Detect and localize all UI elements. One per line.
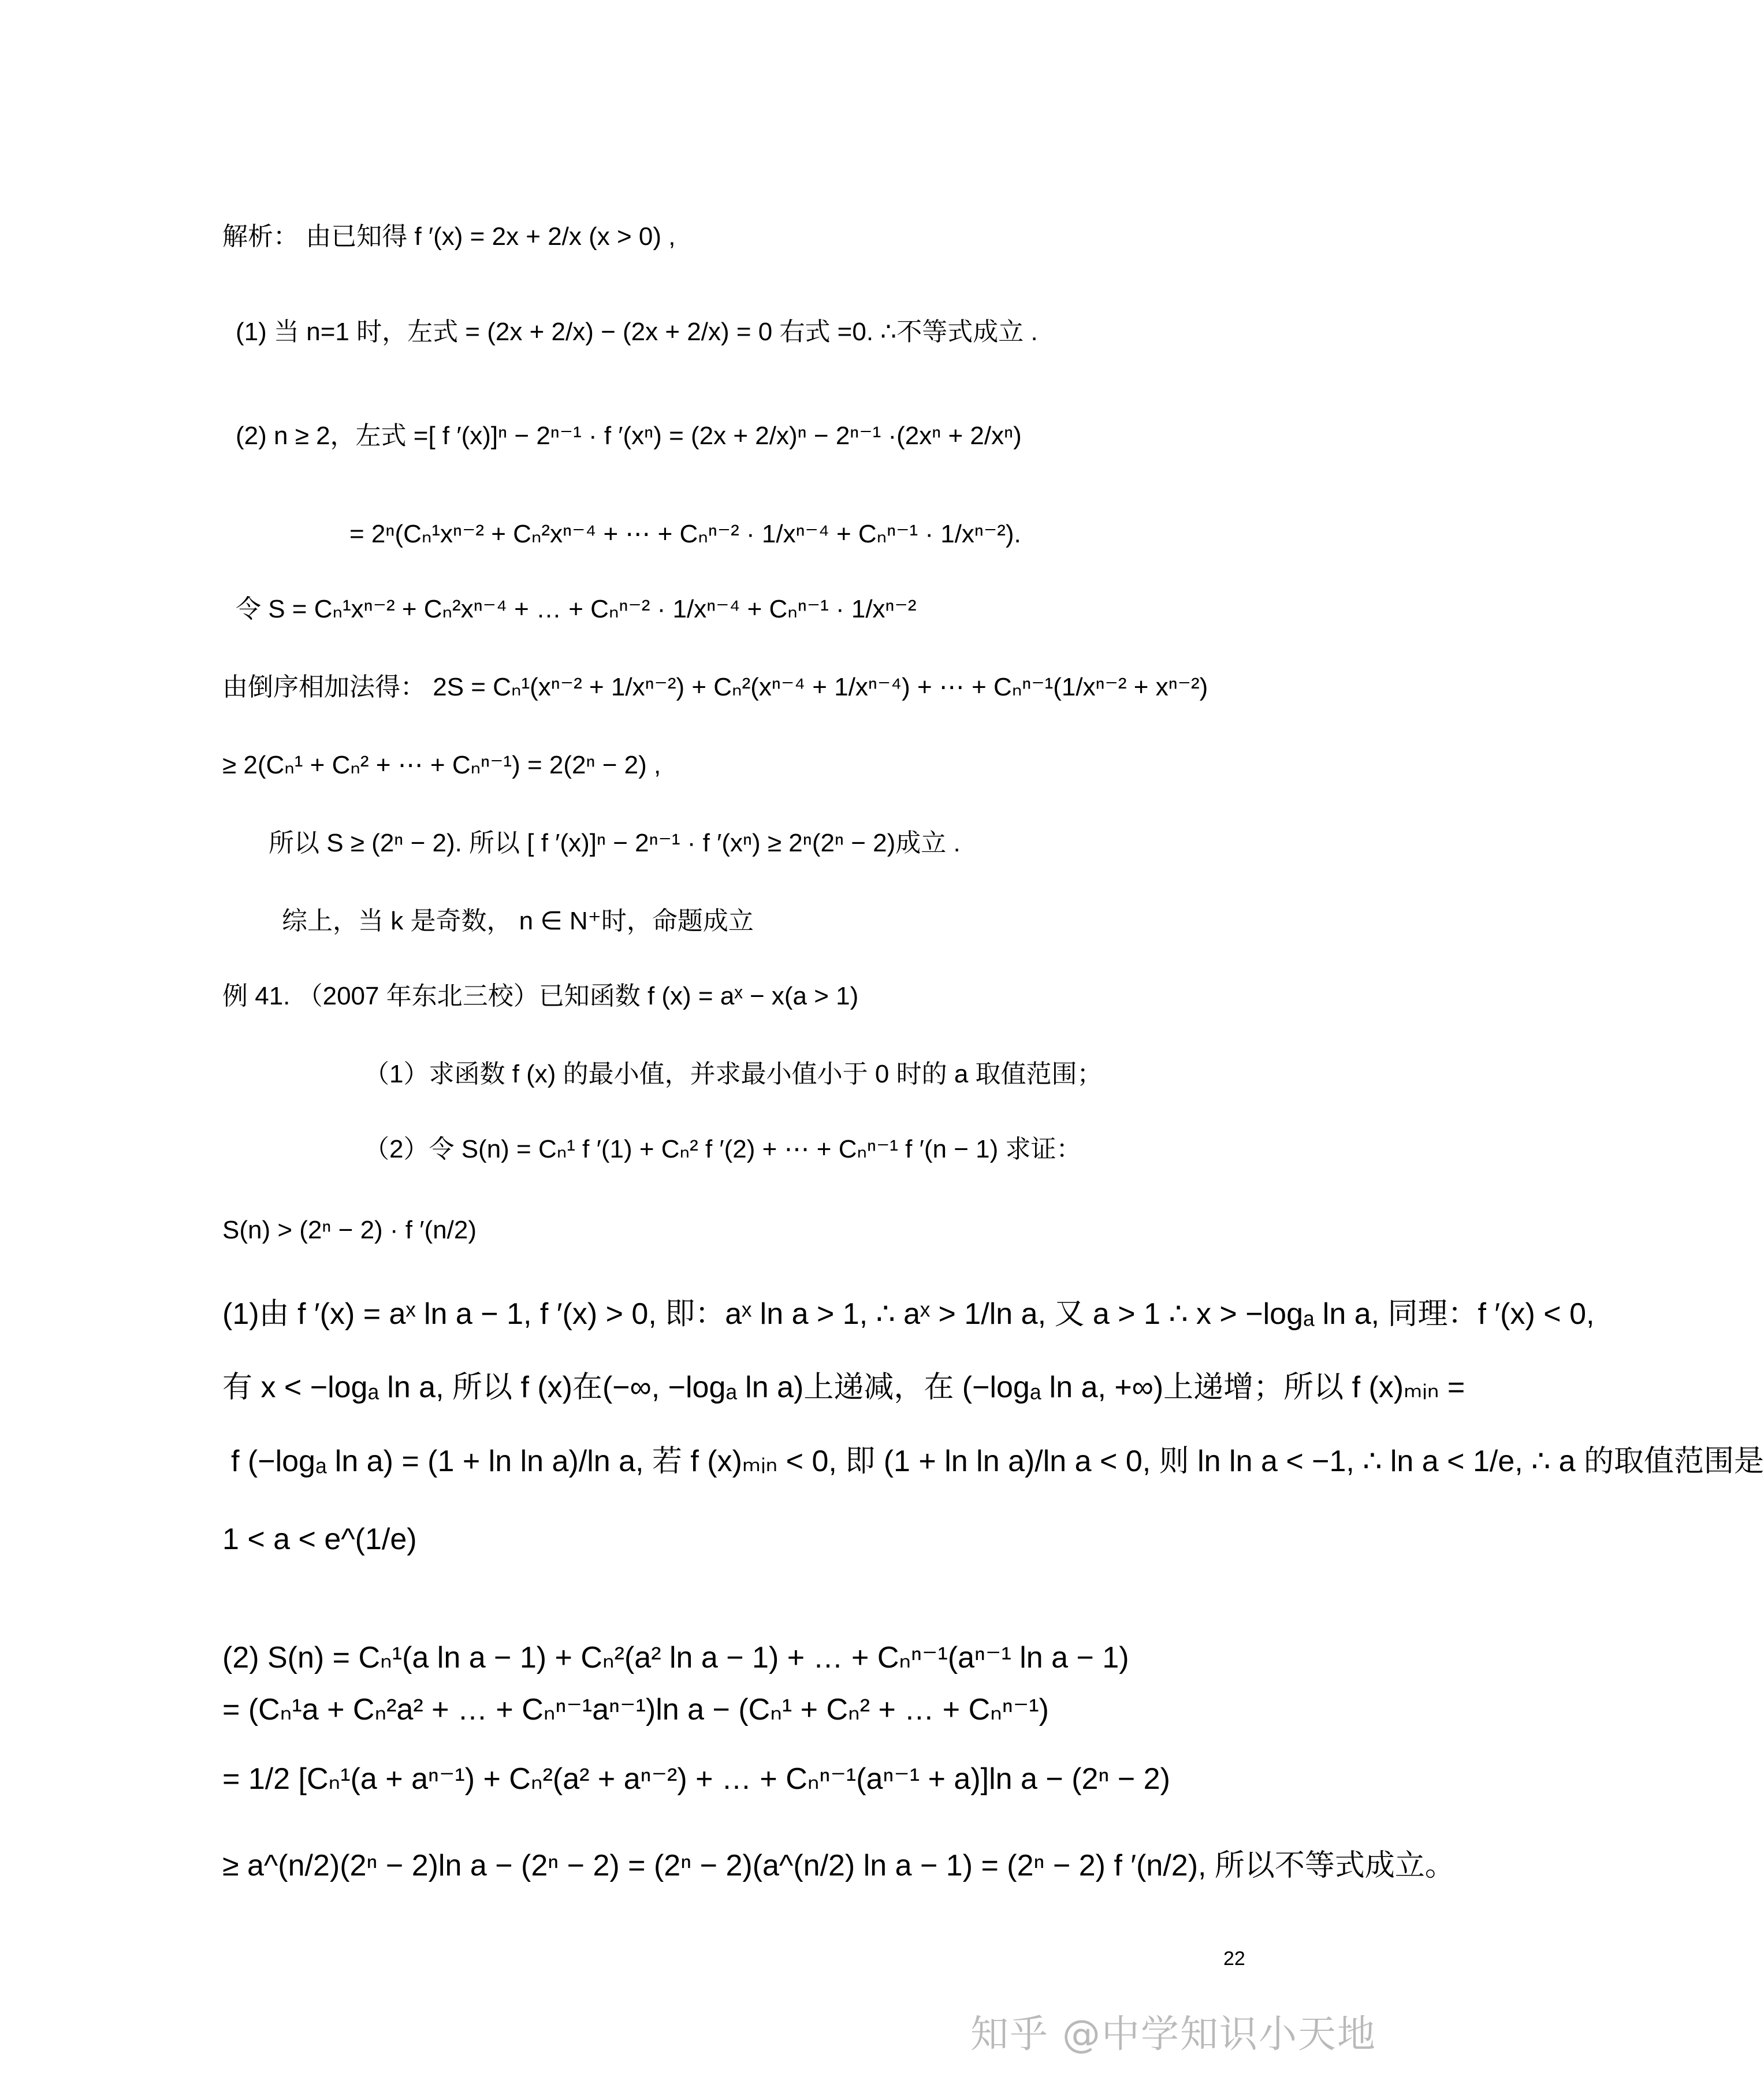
text-line: 1 < a < e^(1/e): [222, 1523, 417, 1556]
text-line: 由倒序相加法得： 2S = Cₙ¹(xⁿ⁻² + 1/xⁿ⁻²) + Cₙ²(xⁿ⁻⁴ + 1/xⁿ⁻⁴) + ⋯ + Cₙⁿ⁻¹(1/xⁿ⁻² + xⁿ⁻²): [222, 673, 1208, 701]
text-line: 令 S = Cₙ¹xⁿ⁻² + Cₙ²xⁿ⁻⁴ + … + Cₙⁿ⁻² · 1/xⁿ⁻⁴ + Cₙⁿ⁻¹ · 1/xⁿ⁻²: [236, 595, 917, 623]
text-line: S(n) > (2ⁿ − 2) · f ′(n/2): [222, 1216, 477, 1244]
text-line: ≥ a^(n/2)(2ⁿ − 2)ln a − (2ⁿ − 2) = (2ⁿ − 2)(a^(n/2) ln a − 1) = (2ⁿ − 2) f ′(n/2), 所以不等式成立。: [222, 1849, 1455, 1882]
text-line: 所以 S ≥ (2ⁿ − 2). 所以 [ f ′(x)]ⁿ − 2ⁿ⁻¹ · f ′(xⁿ) ≥ 2ⁿ(2ⁿ − 2)成立 .: [269, 829, 961, 857]
page-number: 22: [1223, 1948, 1245, 1970]
text-line: 有 x < −logₐ ln a, 所以 f (x)在(−∞, −logₐ ln a)上递减，在 (−logₐ ln a, +∞)上递增；所以 f (x)ₘᵢₙ =: [222, 1371, 1465, 1404]
watermark: 知乎 @中学知识小天地: [970, 2012, 1376, 2056]
text-line: = (Cₙ¹a + Cₙ²a² + … + Cₙⁿ⁻¹aⁿ⁻¹)ln a − (Cₙ¹ + Cₙ² + … + Cₙⁿ⁻¹): [222, 1693, 1049, 1726]
text-line: (2) n ≥ 2，左式 =[ f ′(x)]ⁿ − 2ⁿ⁻¹ · f ′(xⁿ) = (2x + 2/x)ⁿ − 2ⁿ⁻¹ ·(2xⁿ + 2/xⁿ): [236, 422, 1022, 450]
text-line: f (−logₐ ln a) = (1 + ln ln a)/ln a, 若 f (x)ₘᵢₙ < 0, 即 (1 + ln ln a)/ln a < 0, 则 ln ln a < −1, ∴ ln a < 1/e, ∴ a 的取值范围是: [231, 1445, 1764, 1478]
text-line: 例 41. （2007 年东北三校）已知函数 f (x) = aˣ − x(a > 1): [222, 982, 859, 1010]
text-line: （1）求函数 f (x) 的最小值，并求最小值小于 0 时的 a 取值范围；: [364, 1060, 1103, 1088]
text-line: ≥ 2(Cₙ¹ + Cₙ² + ⋯ + Cₙⁿ⁻¹) = 2(2ⁿ − 2) ,: [222, 751, 661, 779]
text-line: (2) S(n) = Cₙ¹(a ln a − 1) + Cₙ²(a² ln a − 1) + … + Cₙⁿ⁻¹(aⁿ⁻¹ ln a − 1): [222, 1641, 1129, 1674]
text-line: （2）令 S(n) = Cₙ¹ f ′(1) + Cₙ² f ′(2) + ⋯ + Cₙⁿ⁻¹ f ′(n − 1) 求证：: [364, 1135, 1082, 1163]
text-line: 解析： 由已知得 f ′(x) = 2x + 2/x (x > 0) ,: [222, 222, 676, 251]
text-line: (1) 当 n=1 时，左式 = (2x + 2/x) − (2x + 2/x) = 0 右式 =0. ∴不等式成立 .: [236, 318, 1038, 346]
text-line: (1)由 f ′(x) = aˣ ln a − 1, f ′(x) > 0, 即：aˣ ln a > 1, ∴ aˣ > 1/ln a, 又 a > 1 ∴ x > −logₐ ln a, 同理：f ′(x) < 0,: [222, 1297, 1595, 1331]
text-line: 综上，当 k 是奇数， n ∈ N⁺时，命题成立: [282, 907, 754, 935]
text-line: = 1/2 [Cₙ¹(a + aⁿ⁻¹) + Cₙ²(a² + aⁿ⁻²) + … + Cₙⁿ⁻¹(aⁿ⁻¹ + a)]ln a − (2ⁿ − 2): [222, 1762, 1170, 1796]
text-line: = 2ⁿ(Cₙ¹xⁿ⁻² + Cₙ²xⁿ⁻⁴ + ⋯ + Cₙⁿ⁻² · 1/xⁿ⁻⁴ + Cₙⁿ⁻¹ · 1/xⁿ⁻²).: [349, 520, 1021, 548]
